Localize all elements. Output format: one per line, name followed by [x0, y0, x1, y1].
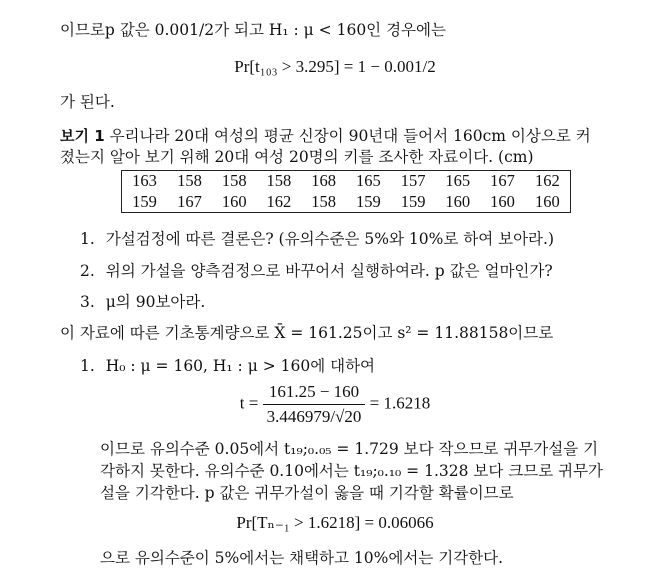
table-cell: 162 — [266, 191, 292, 211]
table-cell: 163 — [132, 171, 157, 191]
example-text-2: 졌는지 알아 보기 위해 20대 여성 20명의 키를 조사한 자료이다. (cm) — [60, 148, 534, 166]
t-numerator: 161.25 − 160 — [263, 382, 366, 405]
intro-line: 이므로p 값은 0.001/2가 되고 H₁ : μ < 160인 경우에는 — [60, 21, 446, 39]
table-cell: 157 — [400, 171, 426, 191]
basic-statistics-line: 이 자료에 따른 기초통계량으로 X̄ = 161.25이고 s² = 11.88158이므로 — [60, 324, 554, 342]
table-row — [122, 192, 571, 213]
intro-conclusion: 가 된다. — [60, 93, 115, 111]
example-label: 보기 1 — [60, 127, 105, 145]
question-number: 2. — [80, 262, 95, 280]
table-cell: 165 — [445, 171, 471, 191]
example-text-1: 우리나라 20대 여성의 평균 신장이 90년대 들어서 160cm 이상으로 커 — [109, 127, 591, 145]
table-cell: 167 — [490, 171, 515, 191]
table-cell: 160 — [535, 191, 560, 211]
question-item — [80, 227, 554, 249]
table-cell: 158 — [266, 171, 292, 191]
example-first-line — [60, 124, 591, 146]
table-cell: 160 — [445, 191, 471, 211]
solution-number: 1. — [80, 357, 95, 375]
t-rhs: = 1.6218 — [369, 393, 431, 413]
question-text: 가설검정에 따른 결론은? (유의수준은 5%와 10%로 하여 보아라.) — [105, 230, 555, 248]
table-cell: 165 — [355, 171, 381, 191]
question-number: 3. — [80, 293, 95, 311]
t-lhs: t = — [239, 393, 259, 413]
question-text: 위의 가설을 양측검정으로 바꾸어서 실행하여라. p 값은 얼마인가? — [105, 262, 553, 280]
pr-formula-2: Pr[Tₙ₋₁ > 1.6218] = 0.06066 — [236, 513, 434, 532]
paragraph-line: 각하지 못한다. 유의수준 0.10에서는 t₁₉;₀.₁₀ = 1.328 보다 크므로 귀무가 — [100, 462, 604, 480]
table-cell: 158 — [177, 171, 202, 191]
table-cell: 158 — [221, 171, 247, 191]
t-denominator: 3.446979/√20 — [266, 407, 362, 426]
height-data-table — [121, 170, 571, 213]
table-cell: 162 — [535, 171, 560, 191]
table-row — [122, 171, 571, 192]
solution-item — [80, 354, 375, 376]
question-text: μ의 90보아라. — [105, 293, 206, 311]
table-cell: 159 — [400, 191, 426, 211]
conclusion-line: 으로 유의수준이 5%에서는 채택하고 10%에서는 기각한다. — [100, 549, 504, 567]
pr-formula-1: Pr[t₁₀₃ > 3.295] = 1 − 0.001/2 — [234, 57, 436, 76]
table-cell: 159 — [355, 191, 381, 211]
question-item — [80, 259, 553, 281]
question-number: 1. — [80, 230, 95, 248]
table-cell: 159 — [132, 191, 157, 211]
table-cell: 160 — [490, 191, 515, 211]
table-cell: 167 — [177, 191, 202, 211]
t-statistic-formula — [0, 382, 670, 427]
table-cell: 168 — [311, 171, 336, 191]
t-fraction — [263, 382, 366, 427]
table-cell: 160 — [221, 191, 247, 211]
table-cell: 158 — [311, 191, 336, 211]
question-item — [80, 290, 205, 312]
hypothesis-text: H₀ : μ = 160, H₁ : μ > 160에 대하여 — [105, 357, 376, 375]
paragraph-line: 이므로 유의수준 0.05에서 t₁₉;₀.₀₅ = 1.729 보다 작으므로 귀무가설을 기 — [100, 440, 599, 458]
paragraph-line: 설을 기각한다. p 값은 귀무가설이 옳을 때 기각할 확률이므로 — [100, 484, 514, 502]
